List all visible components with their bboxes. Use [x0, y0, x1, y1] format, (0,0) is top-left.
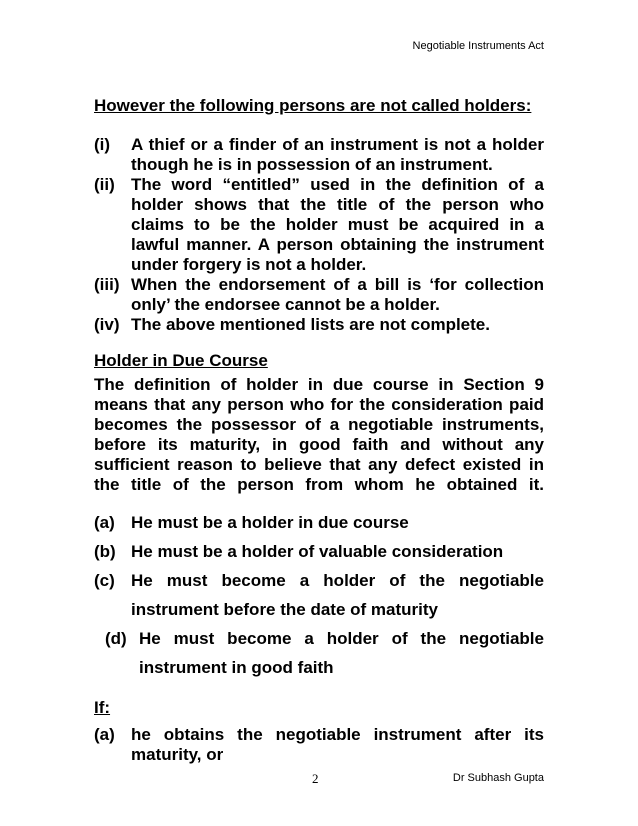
list-marker: (a) [94, 725, 115, 744]
list-item [94, 566, 544, 624]
section-heading-not-holders: However the following persons are not called holders: [94, 96, 532, 115]
list-item [94, 725, 544, 765]
list-marker: (iv) [94, 315, 120, 334]
list-item [94, 315, 544, 335]
list-item [94, 624, 544, 682]
definition-paragraph: The definition of holder in due course in Section 9 means that any person who for the consideration paid becomes the possessor of a negotiable instruments, before its maturity, in good faith and without any sufficient reason to believe that any defect existed in the title of the person from whom he obtained it. [94, 375, 544, 494]
list-item [94, 175, 544, 275]
list-item-text: A thief or a finder of an instrument is not a holder though he is in possession of an instrument. [131, 135, 544, 174]
list-marker: (d) [105, 629, 127, 648]
page-content [94, 96, 544, 765]
list-item-text: The above mentioned lists are not complete. [131, 315, 490, 334]
list-marker: (a) [94, 513, 115, 532]
list-item-text: He must become a holder of the negotiable instrument in good faith [139, 629, 544, 677]
list-marker: (i) [94, 135, 111, 154]
running-header: Negotiable Instruments Act [412, 40, 544, 52]
requirements-list [94, 508, 544, 682]
list-item [94, 135, 544, 175]
list-item-text: When the endorsement of a bill is ‘for collection only’ the endorsee cannot be a holder. [131, 275, 544, 314]
list-item-text: The word “entitled” used in the definition of a holder shows that the title of the person who claims to be the holder must be acquired in a lawful manner. A person obtaining the instrument under forgery is not a holder. [131, 175, 544, 274]
list-marker: (c) [94, 571, 115, 590]
list-item [94, 537, 544, 566]
list-item-text: he obtains the negotiable instrument after its maturity, or [131, 725, 544, 764]
section-heading-holder-in-due-course: Holder in Due Course [94, 351, 268, 370]
list-item [94, 508, 544, 537]
list-item-text: He must be a holder in due course [131, 513, 409, 532]
list-marker: (iii) [94, 275, 120, 294]
list-marker: (ii) [94, 175, 115, 194]
section-heading-if: If: [94, 698, 111, 717]
page-number: 2 [312, 771, 319, 786]
if-list [94, 725, 544, 765]
list-marker: (b) [94, 542, 116, 561]
list-item [94, 275, 544, 315]
not-holders-list [94, 135, 544, 335]
list-item-text: He must become a holder of the negotiable instrument before the date of maturity [131, 571, 544, 619]
footer-author: Dr Subhash Gupta [452, 772, 544, 784]
list-item-text: He must be a holder of valuable consideration [131, 542, 504, 561]
